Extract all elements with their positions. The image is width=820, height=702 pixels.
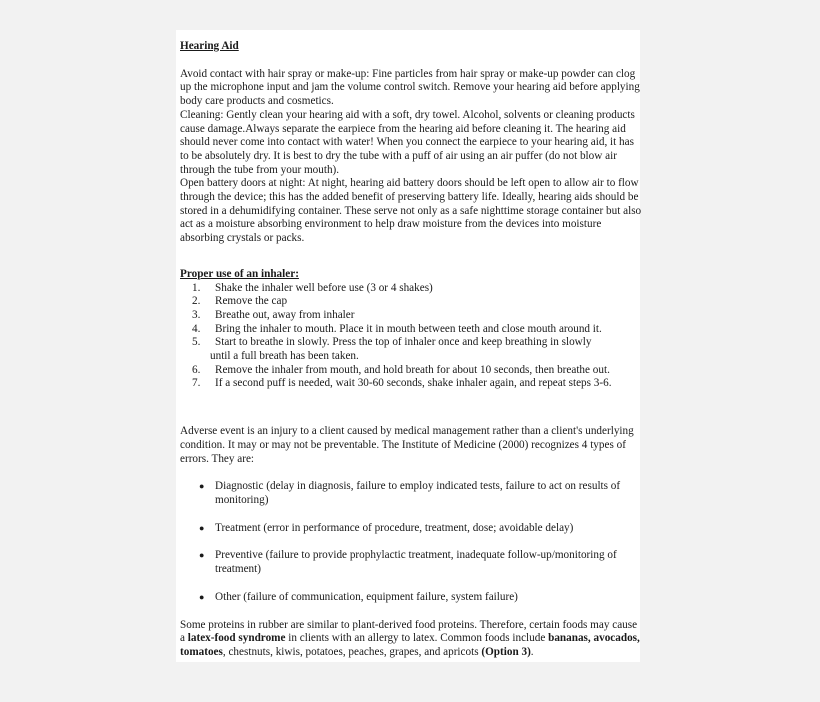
latex-food-paragraph: Some proteins in rubber are similar to plant-derived food proteins. Therefore, certain foods may cause a latex-food syndrome in clients with an allergy to latex. Common foods include bananas, avocados, tomatoes, chestnuts, kiwis, potatoes, peaches, grapes, and apricots (Option 3). [180,618,640,658]
hearing-aid-cleaning-paragraph: Cleaning: Gently clean your hearing aid with a soft, dry towel. Alcohol, solvents or cleaning products cause damage.Always separate the earpiece from the hearing aid before cleaning it. The hearing aid should never come into contact with water! When you connect the earpiece to your hearing aid, it has to be absolutely dry. It is best to dry the tube with a puff of air using an air puffer (do not blow air through the tube from your mouth). [180,108,635,176]
inhaler-steps-list [180,282,642,392]
document-body [180,40,642,660]
inhaler-step: 3. Breathe out, away from inhaler [192,308,355,321]
inhaler-step: 6. Remove the inhaler from mouth, and hold breath for about 10 seconds, then breathe out. [192,363,610,376]
bullet-icon: ● [199,591,205,602]
inhaler-step: 1. Shake the inhaler well before use (3 or 4 shakes) [192,281,433,294]
hearing-aid-battery-paragraph: Open battery doors at night: At night, hearing aid battery doors should be left open to allow air to flow through the device; this has the added benefit of preserving battery life. Ideally, hearing aids should be stored in a dehumidifying container. These serve not only as a safe nighttime storage container but also act as a moisture absorbing environment to help draw moisture from the devices into moisture absorbing crystals or packs. [180,177,642,245]
bullet-icon: ● [199,522,205,533]
inhaler-step: 5. Start to breathe in slowly. Press the top of inhaler once and keep breathing in slowly until a full breath has been taken. [192,336,592,363]
latex-food-syndrome-term: latex-food syndrome [187,632,286,645]
hearing-aid-makeup-paragraph: Avoid contact with hair spray or make-up: Fine particles from hair spray or make-up powder can clog up the microphone input and jam the volume control switch. Remove your hearing aid before applying body care products and cosmetics. [180,67,640,108]
error-types-list [180,480,642,604]
error-type-item: ● Diagnostic (delay in diagnosis, failure to employ indicated tests, failure to act on results of monitoring) [199,480,621,506]
inhaler-step: 2. Remove the cap [192,295,288,308]
inhaler-step: 4. Bring the inhaler to mouth. Place it in mouth between teeth and close mouth around it. [192,322,602,335]
error-type-item: ● Other (failure of communication, equipment failure, system failure) [199,590,518,603]
common-foods-term: bananas, avocados, tomatoes [180,632,640,658]
error-type-item: ● Treatment (error in performance of procedure, treatment, dose; avoidable delay) [199,521,574,534]
inhaler-heading: Proper use of an inhaler: [180,267,299,280]
error-type-item: ● Preventive (failure to provide prophylactic treatment, inadequate follow-up/monitoring of treatment) [199,549,617,576]
inhaler-step: 7. If a second puff is needed, wait 30-60 seconds, shake inhaler again, and repeat steps 3-6. [192,377,612,390]
option-label: (Option 3) [481,645,531,658]
hearing-aid-heading: Hearing Aid [180,40,239,52]
adverse-event-paragraph: Adverse event is an injury to a client caused by medical management rather than a client's underlying condition. It may or may not be preventable. The Institute of Medicine (2000) recognizes 4 types of errors. They are: [180,425,634,465]
bullet-icon: ● [199,550,205,561]
bullet-icon: ● [199,481,205,492]
